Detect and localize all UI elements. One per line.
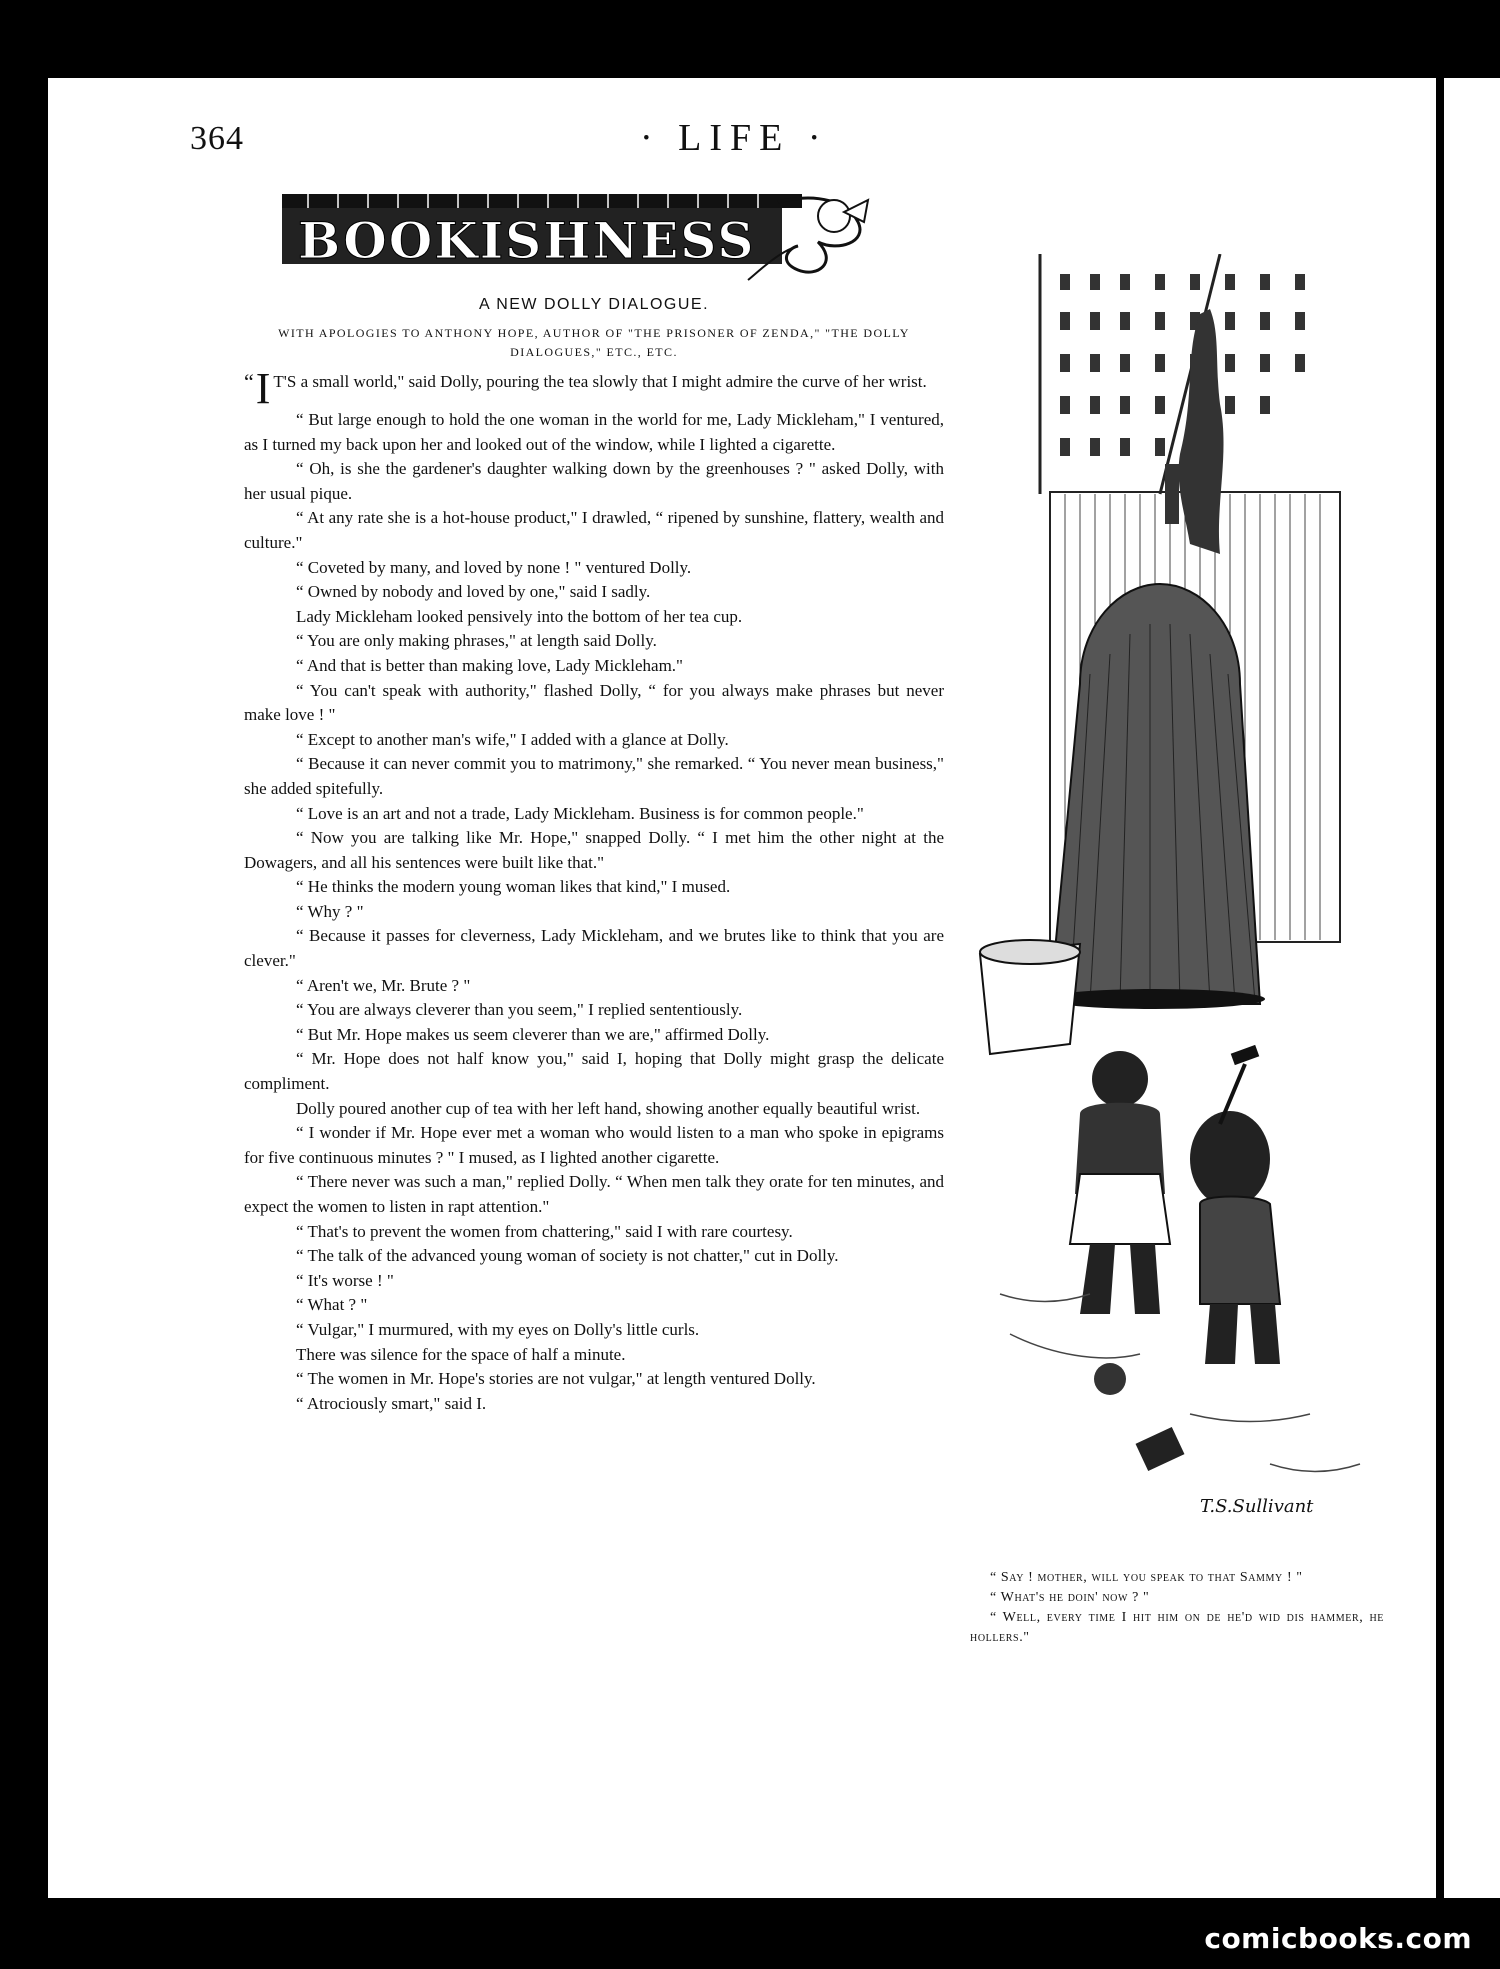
article-paragraph: Lady Mickleham looked pensively into the bottom of her tea cup. <box>296 606 743 626</box>
article-paragraph: “ You are always cleverer than you seem," I replied sententiously. <box>296 1000 743 1020</box>
article-paragraph: “ Love is an art and not a trade, Lady Mickleham. Business is for common people." <box>296 803 864 823</box>
article-title: A NEW DOLLY DIALOGUE. <box>478 296 710 313</box>
article-paragraph: “ Because it passes for cleverness, Lady Mickleham, and we brutes like to think that you are clever." <box>244 926 944 971</box>
bookishness-header-banner <box>278 182 874 286</box>
article-paragraph: “ At any rate she is a hot-house product," I drawled, “ ripened by sunshine, flattery, wealth and culture." <box>244 508 944 552</box>
article-paragraph: “ You can't speak with authority," flashed Dolly, “ for you always make phrases but never make love ! " <box>244 680 944 725</box>
caption-line: “ Well, every time I hit him on de he'd wid dis hammer, he hollers." <box>970 1610 1384 1645</box>
next-page-edge <box>1444 78 1500 1898</box>
article-paragraph: “ Because it can never commit you to matrimony," she remarked. “ You never mean business," she added spitefully. <box>244 754 944 798</box>
article-paragraph: “ But large enough to hold the one woman in the world for me, Lady Mickleham," I ventured, as I turned my back upon her and looked out of the window, while I lighted a cigarette. <box>244 410 944 454</box>
dropcap-letter: I <box>255 364 271 413</box>
article-paragraph: “ Owned by nobody and loved by one," said I sadly. <box>296 582 651 602</box>
article-paragraph: “ Now you are talking like Mr. Hope," snapped Dolly. “ I met him the other night at the Dowagers, and all his sentences were built like that." <box>244 828 944 872</box>
cartoon-illustration <box>970 254 1384 1520</box>
article-paragraph: There was silence for the space of half a minute. <box>296 1344 626 1364</box>
article-paragraph: “ But Mr. Hope makes us seem cleverer than we are," affirmed Dolly. <box>296 1024 770 1044</box>
cartoon-caption <box>970 1568 1384 1648</box>
cartoon-drawing-icon <box>970 254 1384 1520</box>
article-paragraph: “ And that is better than making love, Lady Mickleham." <box>296 655 683 675</box>
caption-line: “ What's he doin' now ? " <box>990 1590 1150 1605</box>
svg-text:T.S.Sullivant: T.S.Sullivant <box>1200 1496 1314 1517</box>
article-first-paragraph <box>244 364 944 413</box>
article-paragraph: “ Aren't we, Mr. Brute ? " <box>296 975 471 995</box>
caption-line: “ Say ! mother, will you speak to that Sammy ! " <box>990 1570 1303 1585</box>
article-paragraph: “ The women in Mr. Hope's stories are not vulgar," at length ventured Dolly. <box>296 1369 816 1389</box>
ornamental-banner-icon <box>278 182 874 286</box>
article-paragraph: “ I wonder if Mr. Hope ever met a woman who would listen to a man who spoke in epigrams for five continuous minutes ? " I mused, as I lighted another cigarette. <box>244 1123 944 1167</box>
svg-text:BOOKISHNESS: BOOKISHNESS <box>298 211 756 270</box>
first-paragraph-text: T'S a small world," said Dolly, pouring the tea slowly that I might admire the curve of her wrist. <box>273 372 927 391</box>
article-paragraph: “ Vulgar," I murmured, with my eyes on Dolly's little curls. <box>296 1319 700 1339</box>
article-paragraph: Dolly poured another cup of tea with her left hand, showing another equally beautiful wrist. <box>296 1098 921 1118</box>
article-paragraph: “ Mr. Hope does not half know you," said I, hoping that Dolly might grasp the delicate compliment. <box>244 1049 944 1094</box>
article-paragraph: “ Why ? " <box>296 901 364 921</box>
source-watermark: comicbooks.com <box>1204 1922 1472 1955</box>
article-paragraph: “ That's to prevent the women from chattering," said I with rare courtesy. <box>296 1221 793 1241</box>
article-paragraph: “ Atrociously smart," said I. <box>296 1393 487 1413</box>
article-body <box>244 364 944 1416</box>
article-paragraph: “ Oh, is she the gardener's daughter walking down by the greenhouses ? " asked Dolly, with her usual pique. <box>244 459 944 503</box>
article-paragraph: “ He thinks the modern young woman likes that kind," I mused. <box>296 877 731 897</box>
article-paragraph: “ It's worse ! " <box>296 1270 394 1290</box>
masthead-title: · LIFE · <box>640 117 829 159</box>
dropcap-open-quote: “ <box>244 369 254 394</box>
article-paragraph: “ You are only making phrases," at length said Dolly. <box>296 631 657 651</box>
page-number: 364 <box>190 120 244 157</box>
article-paragraph: “ Except to another man's wife," I added with a glance at Dolly. <box>296 729 729 749</box>
article-paragraph: “ Coveted by many, and loved by none ! " ventured Dolly. <box>296 557 692 577</box>
article-paragraph: “ There never was such a man," replied Dolly. “ When men talk they orate for ten minutes, and expect the women to listen in rapt attention." <box>244 1172 944 1216</box>
article-paragraph: “ What ? " <box>296 1295 368 1315</box>
article-subtitle: WITH APOLOGIES TO ANTHONY HOPE, AUTHOR OF "THE PRISONER OF ZENDA," "THE DOLLY DIALOGUES," ETC., ETC. <box>278 326 910 359</box>
article-paragraph: “ The talk of the advanced young woman of society is not chatter," cut in Dolly. <box>296 1246 839 1266</box>
